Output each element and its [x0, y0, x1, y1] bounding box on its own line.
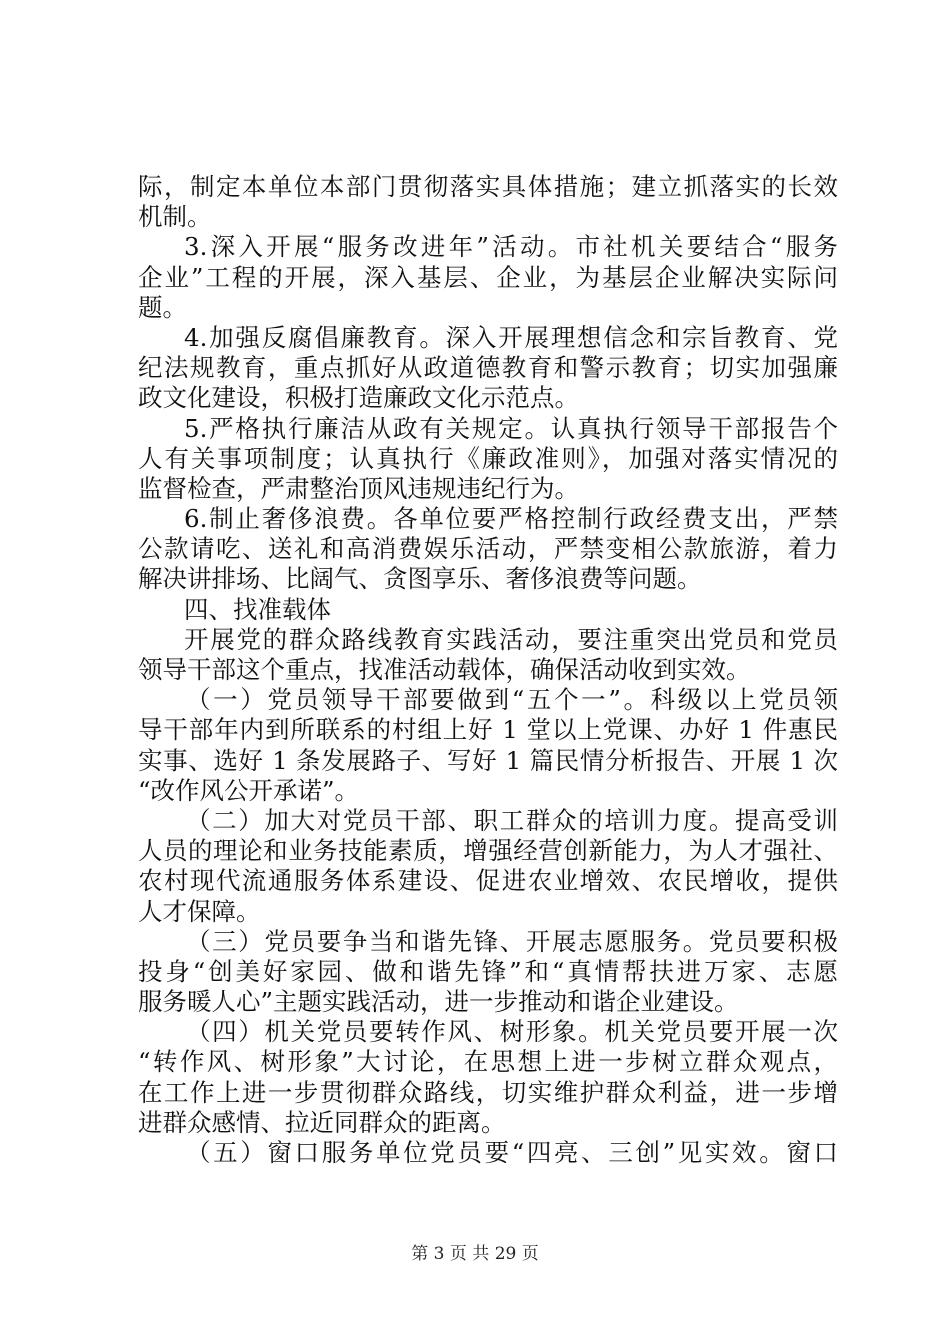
text-line: 3.深入开展“服务改进年”活动。市社机关要结合“服务 — [184, 232, 838, 262]
text-line: 政文化建设，积极打造廉政文化示范点。 — [138, 383, 579, 413]
text-line: 际，制定本单位本部门贯彻落实具体措施；建立抓落实的长效 — [138, 172, 838, 201]
text-line: 6.制止奢侈浪费。各单位要严格控制行政经费支出，严禁 — [184, 504, 838, 534]
text-line: 在工作上进一步贯彻群众路线，切实维护群众利益，进一步增 — [138, 1077, 838, 1107]
text-line: 人才保障。 — [138, 896, 261, 926]
text-line: 企业”工程的开展，深入基层、企业，为基层企业解决实际问 — [138, 262, 838, 292]
text-line: 实事、选好 1 条发展路子、写好 1 篇民情分析报告、开展 1 次 — [138, 745, 838, 775]
text-line: “转作风、树形象”大讨论，在思想上进一步树立群众观点， — [138, 1047, 838, 1077]
text-line: 人员的理论和业务技能素质，增强经营创新能力，为人才强社、 — [138, 836, 838, 866]
text-line: 人有关事项制度；认真执行《廉政准则》，加强对落实情况的 — [138, 443, 838, 473]
text-line: 导干部年内到所联系的村组上好 1 堂以上党课、办好 1 件惠民 — [138, 715, 838, 745]
text-line: （三）党员要争当和谐先锋、开展志愿服务。党员要积极 — [186, 926, 838, 956]
text-line: “改作风公开承诺”。 — [138, 775, 360, 805]
text-line: 四、找准载体 — [184, 594, 331, 624]
text-line: 4.加强反腐倡廉教育。深入开展理想信念和宗旨教育、党 — [184, 322, 838, 352]
text-line: 公款请吃、送礼和高消费娱乐活动，严禁变相公款旅游，着力 — [138, 534, 838, 564]
text-line: 农村现代流通服务体系建设、促进农业增效、农民增收，提供 — [138, 866, 838, 896]
text-line: 服务暖人心”主题实践活动，进一步推动和谐企业建设。 — [138, 987, 739, 1017]
text-line: 进群众感情、拉近同群众的距离。 — [138, 1107, 506, 1137]
text-line: （五）窗口服务单位党员要“四亮、三创”见实效。窗口 — [186, 1138, 838, 1167]
text-line: 领导干部这个重点，找准活动载体，确保活动收到实效。 — [138, 655, 751, 684]
text-line: 题。 — [138, 292, 187, 322]
text-line: （四）机关党员要转作风、树形象。机关党员要开展一次 — [186, 1017, 838, 1047]
text-line: 纪法规教育，重点抓好从政道德教育和警示教育；切实加强廉 — [138, 353, 838, 383]
text-line: 监督检查，严肃整治顶风违规违纪行为。 — [138, 473, 579, 503]
text-line: 投身“创美好家园、做和谐先锋”和“真情帮扶进万家、志愿 — [138, 956, 838, 986]
text-line: （一）党员领导干部要做到“五个一”。科级以上党员领 — [186, 685, 838, 715]
document-body — [138, 172, 838, 1168]
text-line: （二）加大对党员干部、职工群众的培训力度。提高受训 — [186, 805, 838, 835]
page-number-footer: 第 3 页 共 29 页 — [411, 1244, 539, 1264]
text-line: 解决讲排场、比阔气、贪图享乐、奢侈浪费等问题。 — [138, 564, 702, 594]
text-line: 开展党的群众路线教育实践活动，要注重突出党员和党员 — [184, 624, 838, 654]
text-line: 机制。 — [138, 202, 212, 232]
text-line: 5.严格执行廉洁从政有关规定。认真执行领导干部报告个 — [184, 413, 838, 443]
